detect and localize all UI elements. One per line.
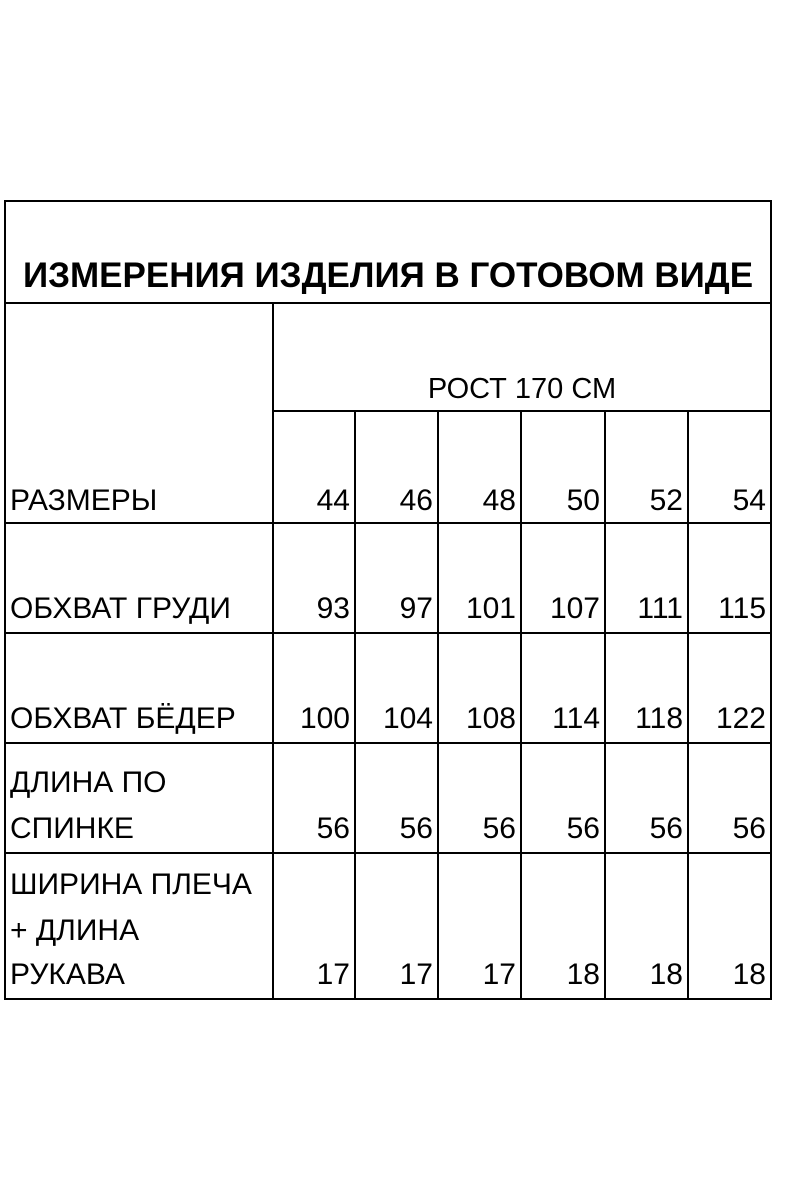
table-cell: 56 xyxy=(399,812,433,845)
table-cell: 104 xyxy=(382,702,433,735)
table-cell: 50 xyxy=(566,484,600,517)
table-cell: 97 xyxy=(399,592,433,625)
table-cell: 56 xyxy=(566,812,600,845)
table-cell: 56 xyxy=(649,812,683,845)
table-cell: 114 xyxy=(552,702,600,735)
table-cell: 93 xyxy=(316,592,350,625)
table-cell: 56 xyxy=(316,812,350,845)
row-divider xyxy=(4,742,772,744)
border-top xyxy=(4,200,772,202)
table-cell: 100 xyxy=(299,702,350,735)
table-cell: 52 xyxy=(649,484,683,517)
row-label-hips: ОБХВАТ БЁДЕР xyxy=(10,702,236,735)
table-cell: 17 xyxy=(399,958,433,991)
table-cell: 111 xyxy=(637,592,683,625)
table-cell: 54 xyxy=(732,484,766,517)
table-cell: 17 xyxy=(482,958,516,991)
row-label-shoulder-line1: ШИРИНА ПЛЕЧА xyxy=(10,868,252,901)
row-label-shoulder-line2: + ДЛИНА xyxy=(10,914,140,947)
table-cell: 44 xyxy=(316,484,350,517)
row-label-back-length-line1: ДЛИНА ПО xyxy=(10,766,167,799)
table-cell: 46 xyxy=(399,484,433,517)
table-cell: 18 xyxy=(649,958,683,991)
table-cell: 108 xyxy=(465,702,516,735)
table-cell: 48 xyxy=(482,484,516,517)
row-divider xyxy=(4,852,772,854)
table-cell: 115 xyxy=(718,592,766,625)
border-left xyxy=(4,200,6,1000)
table-cell: 18 xyxy=(566,958,600,991)
row-label-sizes: РАЗМЕРЫ xyxy=(10,484,158,517)
row-label-shoulder-line3: РУКАВА xyxy=(10,958,125,991)
table-cell: 118 xyxy=(635,702,683,735)
border-right xyxy=(770,200,772,1000)
table-cell: 56 xyxy=(732,812,766,845)
table-title: ИЗМЕРЕНИЯ ИЗДЕЛИЯ В ГОТОВОМ ВИДЕ xyxy=(22,256,754,295)
row-label-chest: ОБХВАТ ГРУДИ xyxy=(10,592,231,625)
row-label-back-length-line2: СПИНКЕ xyxy=(10,812,134,845)
table-cell: 101 xyxy=(465,592,516,625)
table-cell: 56 xyxy=(482,812,516,845)
table-cell: 17 xyxy=(316,958,350,991)
table-cell: 18 xyxy=(732,958,766,991)
border-bottom xyxy=(4,998,772,1000)
height-label: РОСТ 170 СМ xyxy=(427,373,617,405)
table-cell: 107 xyxy=(549,592,600,625)
table-cell: 122 xyxy=(715,702,766,735)
row-divider xyxy=(4,632,772,634)
